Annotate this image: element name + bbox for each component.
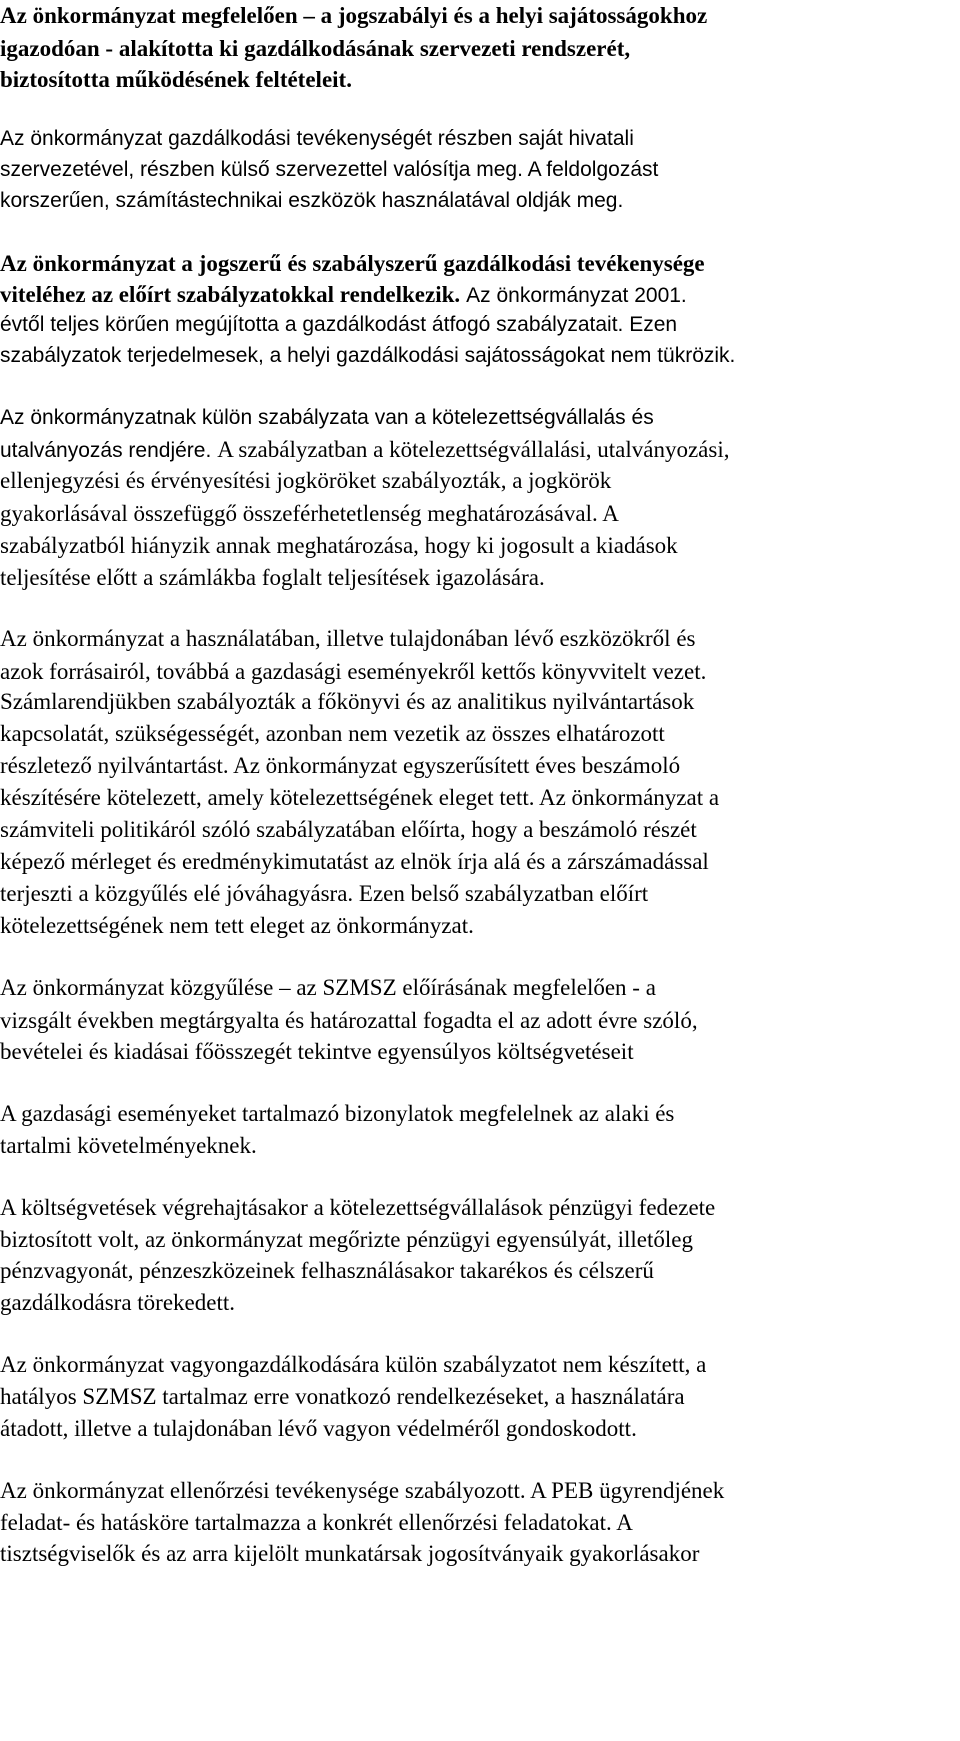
text-line: Az önkormányzatnak külön szabályzata van a kötelezettségvállalás és	[0, 406, 654, 429]
text-line: szabályzatok terjedelmesek, a helyi gazdálkodási sajátosságokat nem tükrözik.	[0, 344, 736, 367]
text-line: gyakorlásával összefüggő összeférhetetlenség meghatározásával. A	[0, 501, 619, 526]
text-line-regular-part: Az önkormányzat 2001.	[466, 284, 687, 307]
text-line: Számlarendjükben szabályozták a főkönyvi és az analitikus nyilvántartások	[0, 689, 695, 714]
text-line: ellenjegyzési és érvényesítési jogköröket szabályozták, a jogkörök	[0, 468, 612, 493]
text-line: azok forrásairól, továbbá a gazdasági eseményekről kettős könyvvitelt vezet.	[0, 659, 707, 684]
text-line: A költségvetések végrehajtásakor a kötelezettségvállalások pénzügyi fedezete	[0, 1195, 716, 1220]
text-line: részletező nyilvántartást. Az önkormányzat egyszerűsített éves beszámoló	[0, 753, 681, 778]
text-line: Az önkormányzat a használatában, illetve tulajdonában lévő eszközökről és	[0, 626, 696, 651]
text-line: szervezetével, részben külső szervezettel valósítja meg. A feldolgozást	[0, 158, 659, 181]
text-line: Az önkormányzat gazdálkodási tevékenységét részben saját hivatali	[0, 127, 634, 150]
text-line: készítésére kötelezett, amely kötelezettségének eleget tett. Az önkormányzat a	[0, 785, 720, 810]
text-line: számviteli politikáról szóló szabályzatában előírta, hogy a beszámoló részét	[0, 817, 697, 842]
text-line: kapcsolatát, szükségességét, azonban nem vezetik az összes elhatározott	[0, 721, 665, 746]
text-line: terjeszti a közgyűlés elé jóváhagyásra. Ezen belső szabályzatban előírt	[0, 881, 649, 906]
text-line: képező mérleget és eredménykimutatást az elnök írja alá és a zárszámadással	[0, 849, 709, 874]
text-line: szabályzatból hiányzik annak meghatározása, hogy ki jogosult a kiadások	[0, 533, 678, 558]
text-line	[0, 283, 687, 306]
text-line-sans-part: utalványozás rendjére.	[0, 439, 212, 462]
text-line: bevételei és kiadásai főösszegét tekintve egyensúlyos költségvetéseit	[0, 1039, 634, 1064]
text-line: biztosított volt, az önkormányzat megőrizte pénzügyi egyensúlyát, illetőleg	[0, 1227, 693, 1252]
text-line: A gazdasági eseményeket tartalmazó bizonylatok megfelelnek az alaki és	[0, 1101, 675, 1126]
text-line: tartalmi követelményeknek.	[0, 1133, 257, 1158]
text-line: feladat- és hatásköre tartalmazza a konkrét ellenőrzési feladatokat. A	[0, 1510, 633, 1535]
text-line: pénzvagyonát, pénzeszközeinek felhasználásakor takarékos és célszerű	[0, 1258, 654, 1283]
text-line: évtől teljes körűen megújította a gazdálkodást átfogó szabályzatait. Ezen	[0, 313, 678, 336]
text-line-serif-part: A szabályzatban a kötelezettségvállalási, utalványozási,	[217, 437, 730, 462]
text-line	[0, 438, 729, 461]
text-line: igazodóan - alakította ki gazdálkodásának szervezeti rendszerét,	[0, 36, 631, 61]
text-line: kötelezettségének nem tett eleget az önkormányzat.	[0, 913, 474, 938]
text-line: teljesítése előtt a számlákba foglalt teljesítések igazolására.	[0, 565, 545, 590]
text-line: Az önkormányzat vagyongazdálkodására külön szabályzatot nem készített, a	[0, 1352, 707, 1377]
text-line: Az önkormányzat megfelelően – a jogszabályi és a helyi sajátosságokhoz	[0, 3, 708, 28]
text-line: korszerűen, számítástechnikai eszközök használatával oldják meg.	[0, 189, 624, 212]
text-line: vizsgált években megtárgyalta és határozattal fogadta el az adott évre szóló,	[0, 1008, 698, 1033]
text-line: tisztségviselők és az arra kijelölt munkatársak jogosítványaik gyakorlásakor	[0, 1541, 700, 1566]
text-line: gazdálkodásra törekedett.	[0, 1290, 235, 1315]
text-line-bold-part: viteléhez az előírt szabályzatokkal rendelkezik.	[0, 282, 461, 307]
text-line: hatályos SZMSZ tartalmaz erre vonatkozó rendelkezéseket, a használatára	[0, 1384, 685, 1409]
text-line: Az önkormányzat ellenőrzési tevékenysége szabályozott. A PEB ügyrendjének	[0, 1478, 725, 1503]
text-line: átadott, illetve a tulajdonában lévő vagyon védelméről gondoskodott.	[0, 1416, 637, 1441]
text-line: Az önkormányzat közgyűlése – az SZMSZ előírásának megfelelően - a	[0, 975, 656, 1000]
text-line: biztosította működésének feltételeit.	[0, 67, 352, 92]
text-line: Az önkormányzat a jogszerű és szabályszerű gazdálkodási tevékenysége	[0, 251, 705, 276]
